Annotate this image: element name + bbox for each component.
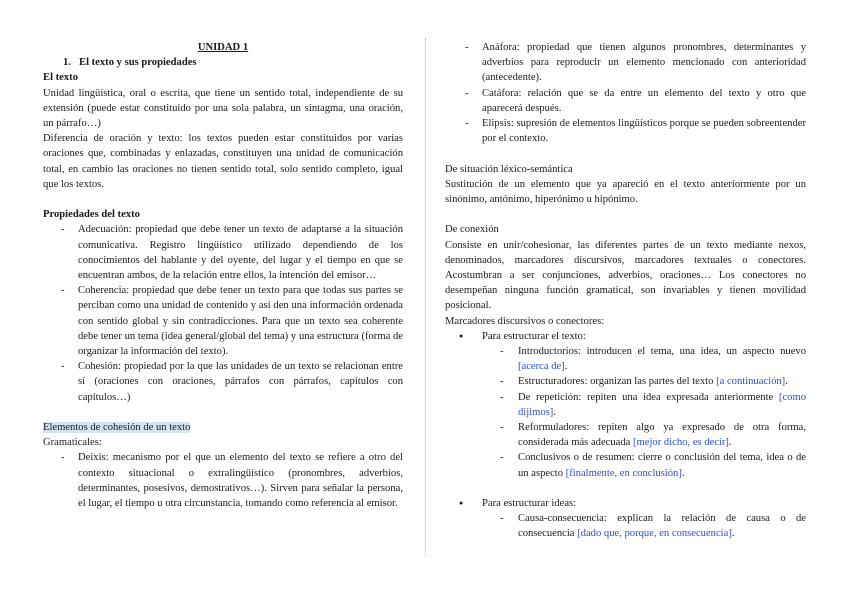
column-divider	[425, 38, 426, 556]
example-text: [dado que, porque, en consecuencia]	[577, 528, 732, 540]
el-texto-heading: El texto	[43, 72, 79, 84]
cohesion-heading	[43, 420, 403, 435]
unit-title: UNIDAD 1	[197, 42, 249, 53]
section-heading	[43, 55, 403, 70]
list-item-estructuradores: - Estructuradores: organizan las partes del texto [a continuación].	[482, 374, 806, 389]
conexion-paragraph: Consiste en unir/cohesionar, las diferentes partes de un texto mediante nexos, denominados, marcadores discursivos, marcadores textuales o conectores. Acostumbran a ser conjunciones, adverbios, oraciones… Los conectores no desempeñan ninguna función gramatical, son invariables y tienen movilidad posicional.	[445, 239, 806, 312]
highlighted-heading-text: Elementos de cohesión de un texto	[43, 422, 191, 434]
list-item-catafora: - Catáfora: relación que se da entre un elemento del texto y otro que aparecerá después.	[445, 86, 806, 116]
lexico-heading: De situación léxico-semántica	[445, 163, 573, 175]
list-item-adecuacion: - Adecuación: propiedad que debe tener un texto de adaptarse a la situación comunicativa. Registro lingüístico utilizado dependiendo de los conocimientos del hablante y del oyente, del lugar y el tiempo en que se encuentran ambos, de la relación entre ellos, la intención del emisor…	[43, 222, 403, 283]
list-item-causa-consecuencia: - Causa-consecuencia: explican la relación de causa o de consecuencia [dado que, porque, en consecuencia].	[482, 511, 806, 541]
list-item-anafora: - Anáfora: propiedad que tienen algunos pronombres, determinantes y adverbios para reproducir un elemento mencionado con anterioridad (antecedente).	[445, 40, 806, 86]
list-item-repeticion: - De repetición: repiten una idea expresada anteriormente [como dijimos].	[482, 390, 806, 420]
conexion-heading: De conexión	[445, 224, 499, 236]
lexico-paragraph: Sustitución de un elemento que ya apareció en el texto anteriormente por un sinónimo, antónimo, hiperónimo u hipónimo.	[445, 178, 806, 206]
example-text: [a continuación]	[716, 376, 786, 388]
list-item-conclusivos: - Conclusivos o de resumen: cierre o conclusión del tema, idea o de un aspecto [finalmente, en conclusión].	[482, 450, 806, 480]
estructurar-ideas-list	[482, 511, 806, 541]
example-text: [finalmente, en conclusión]	[565, 467, 682, 479]
example-text: [mejor dicho, es decir]	[633, 437, 729, 449]
gramaticales-list-continued	[445, 40, 806, 146]
propiedades-list	[43, 222, 403, 404]
right-column	[445, 40, 806, 542]
list-item-reformuladores: - Reformuladores: repiten algo ya expresado de otra forma, considerada más adecuada [mejor dicho, es decir].	[482, 420, 806, 450]
group-label: Para estructurar el texto:	[482, 330, 586, 342]
list-item-estructurar-ideas	[445, 496, 806, 542]
group-label: Para estructurar ideas:	[482, 498, 577, 510]
propiedades-heading: Propiedades del texto	[43, 209, 140, 221]
example-text: [como dijimos]	[518, 391, 806, 418]
gramaticales-label: Gramaticales:	[43, 437, 102, 449]
list-item-coherencia: - Coherencia: propiedad que debe tener un texto para que todas sus partes se perciban como una unidad de contenido y así den una información ordenada con sentido global y sin contradicciones. Para que un texto sea coherente debe tener un tema (idea general/global del tema) y una estructura (forma de organizar la información del texto).	[43, 283, 403, 359]
marcadores-group-list	[445, 329, 806, 481]
el-texto-paragraph-2: Diferencia de oración y texto: los textos pueden estar constituidos por varias oraciones que, combinadas y enlazadas, constituyen una unidad de comunicación total, en cambio las oraciones no tienen sentido total, solo sentido completo, igual que los textos.	[43, 133, 403, 190]
list-item-deixis: - Deixis: mecanismo por el que un elemento del texto se refiere a otro del contexto situacional o extralingüístico (pronombres, adverbios, determinantes, posesivos, demostrativos…). Sirven para señalar la persona, el lugar, el tiempo u otra circunstancia, tomando como referencia al emisor.	[43, 450, 403, 511]
left-column	[43, 40, 403, 511]
section-title: El texto y sus propiedades	[79, 57, 197, 69]
list-item-cohesion: - Cohesión: propiedad por la que las unidades de un texto se relacionan entre sí (oraciones con oraciones, párrafos con párrafos, capítulos con capítulos…)	[43, 359, 403, 405]
marcadores-label: Marcadores discursivos o conectores:	[445, 315, 605, 327]
section-number: 1.	[63, 57, 71, 69]
estructurar-texto-list	[482, 344, 806, 481]
list-item-elipsis: - Elipsis: supresión de elementos lingüísticos porque se pueden sobreentender por el contexto.	[445, 116, 806, 146]
el-texto-paragraph-1: Unidad lingüística, oral o escrita, que tiene un sentido total, independiente de su extensión (puede estar constituido por una sola palabra, un sintagma, una oración, un párrafo…)	[43, 87, 403, 130]
list-item-introductorios: - Introductorios: introducen el tema, una idea, un aspecto nuevo [acerca de].	[482, 344, 806, 374]
gramaticales-list	[43, 450, 403, 511]
list-item-estructurar-texto	[445, 329, 806, 481]
marcadores-group-list-2	[445, 496, 806, 542]
example-text: [acerca de]	[518, 361, 565, 373]
